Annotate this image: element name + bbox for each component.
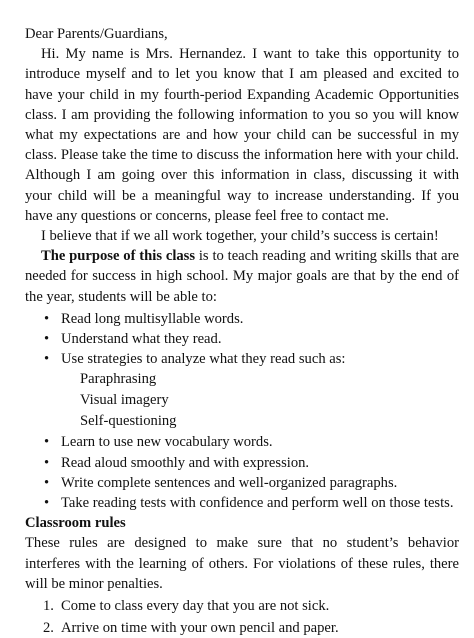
list-item xyxy=(25,618,459,638)
list-item xyxy=(25,349,459,369)
bullet-icon: • xyxy=(44,310,50,327)
intro-paragraph: Hi. My name is Mrs. Hernandez. I want to take this opportunity to introduce myself and to let you know that I am pleased and excited to have your child in my fourth-period Expanding Academic Opportunities class. I am providing the following information to you so you will know what my expectations are and how your child can be successful in my class. Please take the time to discuss the information here with your child. Although I am going over this information in class, discussing it with your child will be a meaningful way to increase understanding. If you have any questions or concerns, please feel free to contact me. xyxy=(25,46,459,224)
list-item xyxy=(25,309,459,329)
list-item xyxy=(25,596,459,616)
success-paragraph: I believe that if we all work together, your child’s success is certain! xyxy=(41,228,439,245)
bullet-icon: • xyxy=(44,351,50,368)
goal-text: Understand what they read. xyxy=(61,331,222,348)
goal-text: Write complete sentences and well-organized paragraphs. xyxy=(61,474,398,491)
purpose-text: is to teach reading and writing skills that are needed for success in high school. My major goals are that by the end of the year, students will be able to: xyxy=(25,248,459,305)
list-item xyxy=(25,453,459,473)
rule-text: Arrive on time with your own pencil and paper. xyxy=(61,620,339,637)
strategy-item: Paraphrasing xyxy=(80,371,157,388)
rules-heading: Classroom rules xyxy=(25,515,126,532)
bullet-icon: • xyxy=(44,434,50,451)
list-item xyxy=(25,432,459,452)
strategy-item: Visual imagery xyxy=(80,392,169,409)
goal-text: Learn to use new vocabulary words. xyxy=(61,434,273,451)
goal-text: Take reading tests with confidence and perform well on those tests. xyxy=(61,495,454,512)
bullet-icon: • xyxy=(44,474,50,491)
bullet-icon: • xyxy=(44,454,50,471)
purpose-lead: The purpose of this class xyxy=(41,248,196,265)
bullet-icon: • xyxy=(44,495,50,512)
list-item xyxy=(25,329,459,349)
list-item xyxy=(25,473,459,493)
strategy-item: Self-questioning xyxy=(80,413,177,430)
rules-list xyxy=(25,596,459,638)
rule-text: Come to class every day that you are not sick. xyxy=(61,598,330,615)
rule-number: 2. xyxy=(43,620,54,637)
salutation: Dear Parents/Guardians, xyxy=(25,26,168,42)
strategies-list xyxy=(25,369,459,432)
rules-intro: These rules are designed to make sure that no student’s behavior interferes with the learning of others. For violations of these rules, there will be minor penalties. xyxy=(25,535,459,592)
bullet-icon: • xyxy=(44,331,50,348)
goal-text: Use strategies to analyze what they read such as: xyxy=(61,351,346,368)
goals-list-continued xyxy=(25,432,459,513)
goal-text: Read aloud smoothly and with expression. xyxy=(61,454,310,471)
list-item xyxy=(25,493,459,513)
goals-list xyxy=(25,309,459,370)
purpose-paragraph xyxy=(25,246,459,307)
goal-text: Read long multisyllable words. xyxy=(61,310,244,327)
rule-number: 1. xyxy=(43,598,54,615)
